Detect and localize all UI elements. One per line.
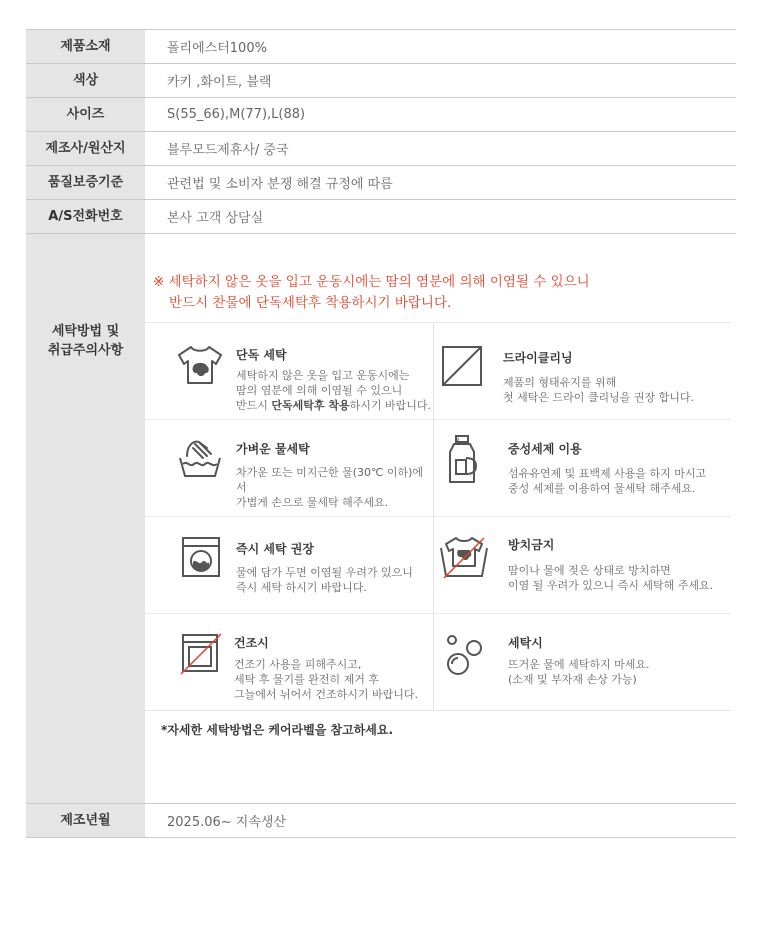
care-item xyxy=(433,614,722,710)
row-value: 폴리에스터100% xyxy=(167,41,267,56)
desc-line: 즉시 세탁 하시기 바랍니다. xyxy=(236,581,367,594)
row-color xyxy=(26,64,736,98)
row-as-phone xyxy=(26,200,736,234)
row-label: 제조사/원산지 xyxy=(26,132,145,165)
care-item xyxy=(433,517,722,613)
care-item-desc xyxy=(234,657,418,702)
row-warranty xyxy=(26,166,736,200)
care-label-line2: 취급주의사항 xyxy=(47,343,124,358)
desc-line: 중성 세제를 이용하여 물세탁 해주세요. xyxy=(508,482,696,495)
care-grid xyxy=(145,322,731,711)
bubbles-icon xyxy=(444,634,488,678)
row-label: 품질보증기준 xyxy=(26,166,145,199)
warning-line: 반드시 찬물에 단독세탁후 착용하시기 바랍니다. xyxy=(169,295,452,311)
desc-line: 첫 세탁은 드라이 클리닝을 권장 합니다. xyxy=(503,391,694,404)
care-item-title: 건조시 xyxy=(234,636,269,650)
care-grid-row xyxy=(145,420,731,517)
care-item xyxy=(145,420,433,516)
desc-line xyxy=(236,398,431,413)
care-item-desc xyxy=(236,368,431,413)
care-grid-row xyxy=(145,323,731,420)
desc-line: 건조기 사용을 피해주시고, xyxy=(234,658,362,671)
desc-line: 땀의 염분에 의해 이염될 수 있으니 xyxy=(236,384,403,397)
desc-line: 섬유유연제 및 표백제 사용을 하지 마시고 xyxy=(508,467,707,480)
row-material xyxy=(26,30,736,64)
washing-machine-icon xyxy=(181,536,221,578)
desc-line: 세탁하지 않은 옷을 입고 운동시에는 xyxy=(236,369,410,382)
care-note: *자세한 세탁방법은 케어라벨을 참고하세요. xyxy=(161,723,394,737)
care-item-title: 즉시 세탁 권장 xyxy=(236,542,314,556)
row-label: 제조년월 xyxy=(26,804,145,837)
desc-line: 가볍게 손으로 물세탁 해주세요. xyxy=(236,496,389,509)
row-label: A/S전화번호 xyxy=(26,200,145,233)
row-label: 색상 xyxy=(26,64,145,97)
care-item xyxy=(145,517,433,613)
detergent-icon xyxy=(446,434,480,486)
shirt-icon xyxy=(175,343,225,387)
row-value: 관련법 및 소비자 분쟁 해결 규정에 따름 xyxy=(167,177,393,192)
row-value: 본사 고객 상담실 xyxy=(167,211,264,226)
row-label: 제품소재 xyxy=(26,30,145,63)
desc-line: 그늘에서 뉘어서 건조하시기 바랍니다. xyxy=(234,688,419,701)
care-item-title: 세탁시 xyxy=(508,636,543,650)
care-label-line1: 세탁방법 및 xyxy=(51,324,120,339)
hand-wash-icon xyxy=(177,436,223,482)
row-value: 블루모드제휴사/ 중국 xyxy=(167,143,289,158)
care-item xyxy=(145,614,433,710)
care-item-desc xyxy=(508,563,713,593)
desc-bold: 단독세탁후 착용 xyxy=(271,399,350,412)
row-value: S(55_66),M(77),L(88) xyxy=(167,107,306,122)
row-label xyxy=(26,234,145,803)
care-content xyxy=(145,234,736,803)
care-item-title: 가벼운 물세탁 xyxy=(236,442,310,456)
desc-text: 반드시 xyxy=(236,399,272,412)
row-size xyxy=(26,98,736,132)
desc-text: 하시기 바랍니다. xyxy=(349,399,431,412)
row-label: 사이즈 xyxy=(26,98,145,131)
row-value: 2025.06~ 지속생산 xyxy=(167,815,287,830)
desc-line: 물에 담가 두면 이염될 우려가 있으니 xyxy=(236,566,413,579)
care-item-desc xyxy=(508,466,706,496)
care-grid-row xyxy=(145,517,731,614)
desc-line: 뜨거운 물에 세탁하지 마세요. xyxy=(508,658,650,671)
warning-line: ※ 세탁하지 않은 옷을 입고 운동시에는 땀의 염분에 의해 이염될 수 있으니 xyxy=(153,274,590,290)
desc-line: 세탁 후 물기를 완전히 제거 후 xyxy=(234,673,379,686)
care-item xyxy=(145,323,433,419)
row-maker xyxy=(26,132,736,166)
care-item-title: 단독 세탁 xyxy=(236,348,287,362)
desc-line: (소재 및 부자재 손상 가능) xyxy=(508,673,637,686)
desc-line: 제품의 형태유지를 위해 xyxy=(503,376,617,389)
dry-clean-icon xyxy=(441,345,483,387)
row-value: 카키 ,화이트, 블랙 xyxy=(167,75,272,90)
product-info-table xyxy=(26,29,736,838)
care-item-title: 방치금지 xyxy=(508,538,555,552)
no-soak-icon xyxy=(438,534,490,582)
care-item xyxy=(433,323,722,419)
desc-line: 차가운 또는 미지근한 물(30℃ 이하)에서 xyxy=(236,466,424,494)
care-item-desc xyxy=(503,375,694,405)
care-item-desc xyxy=(508,657,650,687)
care-item-desc xyxy=(236,565,413,595)
care-item xyxy=(433,420,722,516)
desc-line: 이염 될 우려가 있으니 즉시 세탁해 주세요. xyxy=(508,579,714,592)
no-dryer-icon xyxy=(179,632,223,676)
care-warning xyxy=(153,272,590,314)
care-item-title: 중성세제 이용 xyxy=(508,442,582,456)
row-manufacture-date xyxy=(26,804,736,838)
care-item-title: 드라이클리닝 xyxy=(503,351,573,365)
desc-line: 땀이나 물에 젖은 상태로 방치하면 xyxy=(508,564,671,577)
row-care xyxy=(26,234,736,804)
care-grid-row xyxy=(145,614,731,711)
care-item-desc xyxy=(236,465,433,510)
